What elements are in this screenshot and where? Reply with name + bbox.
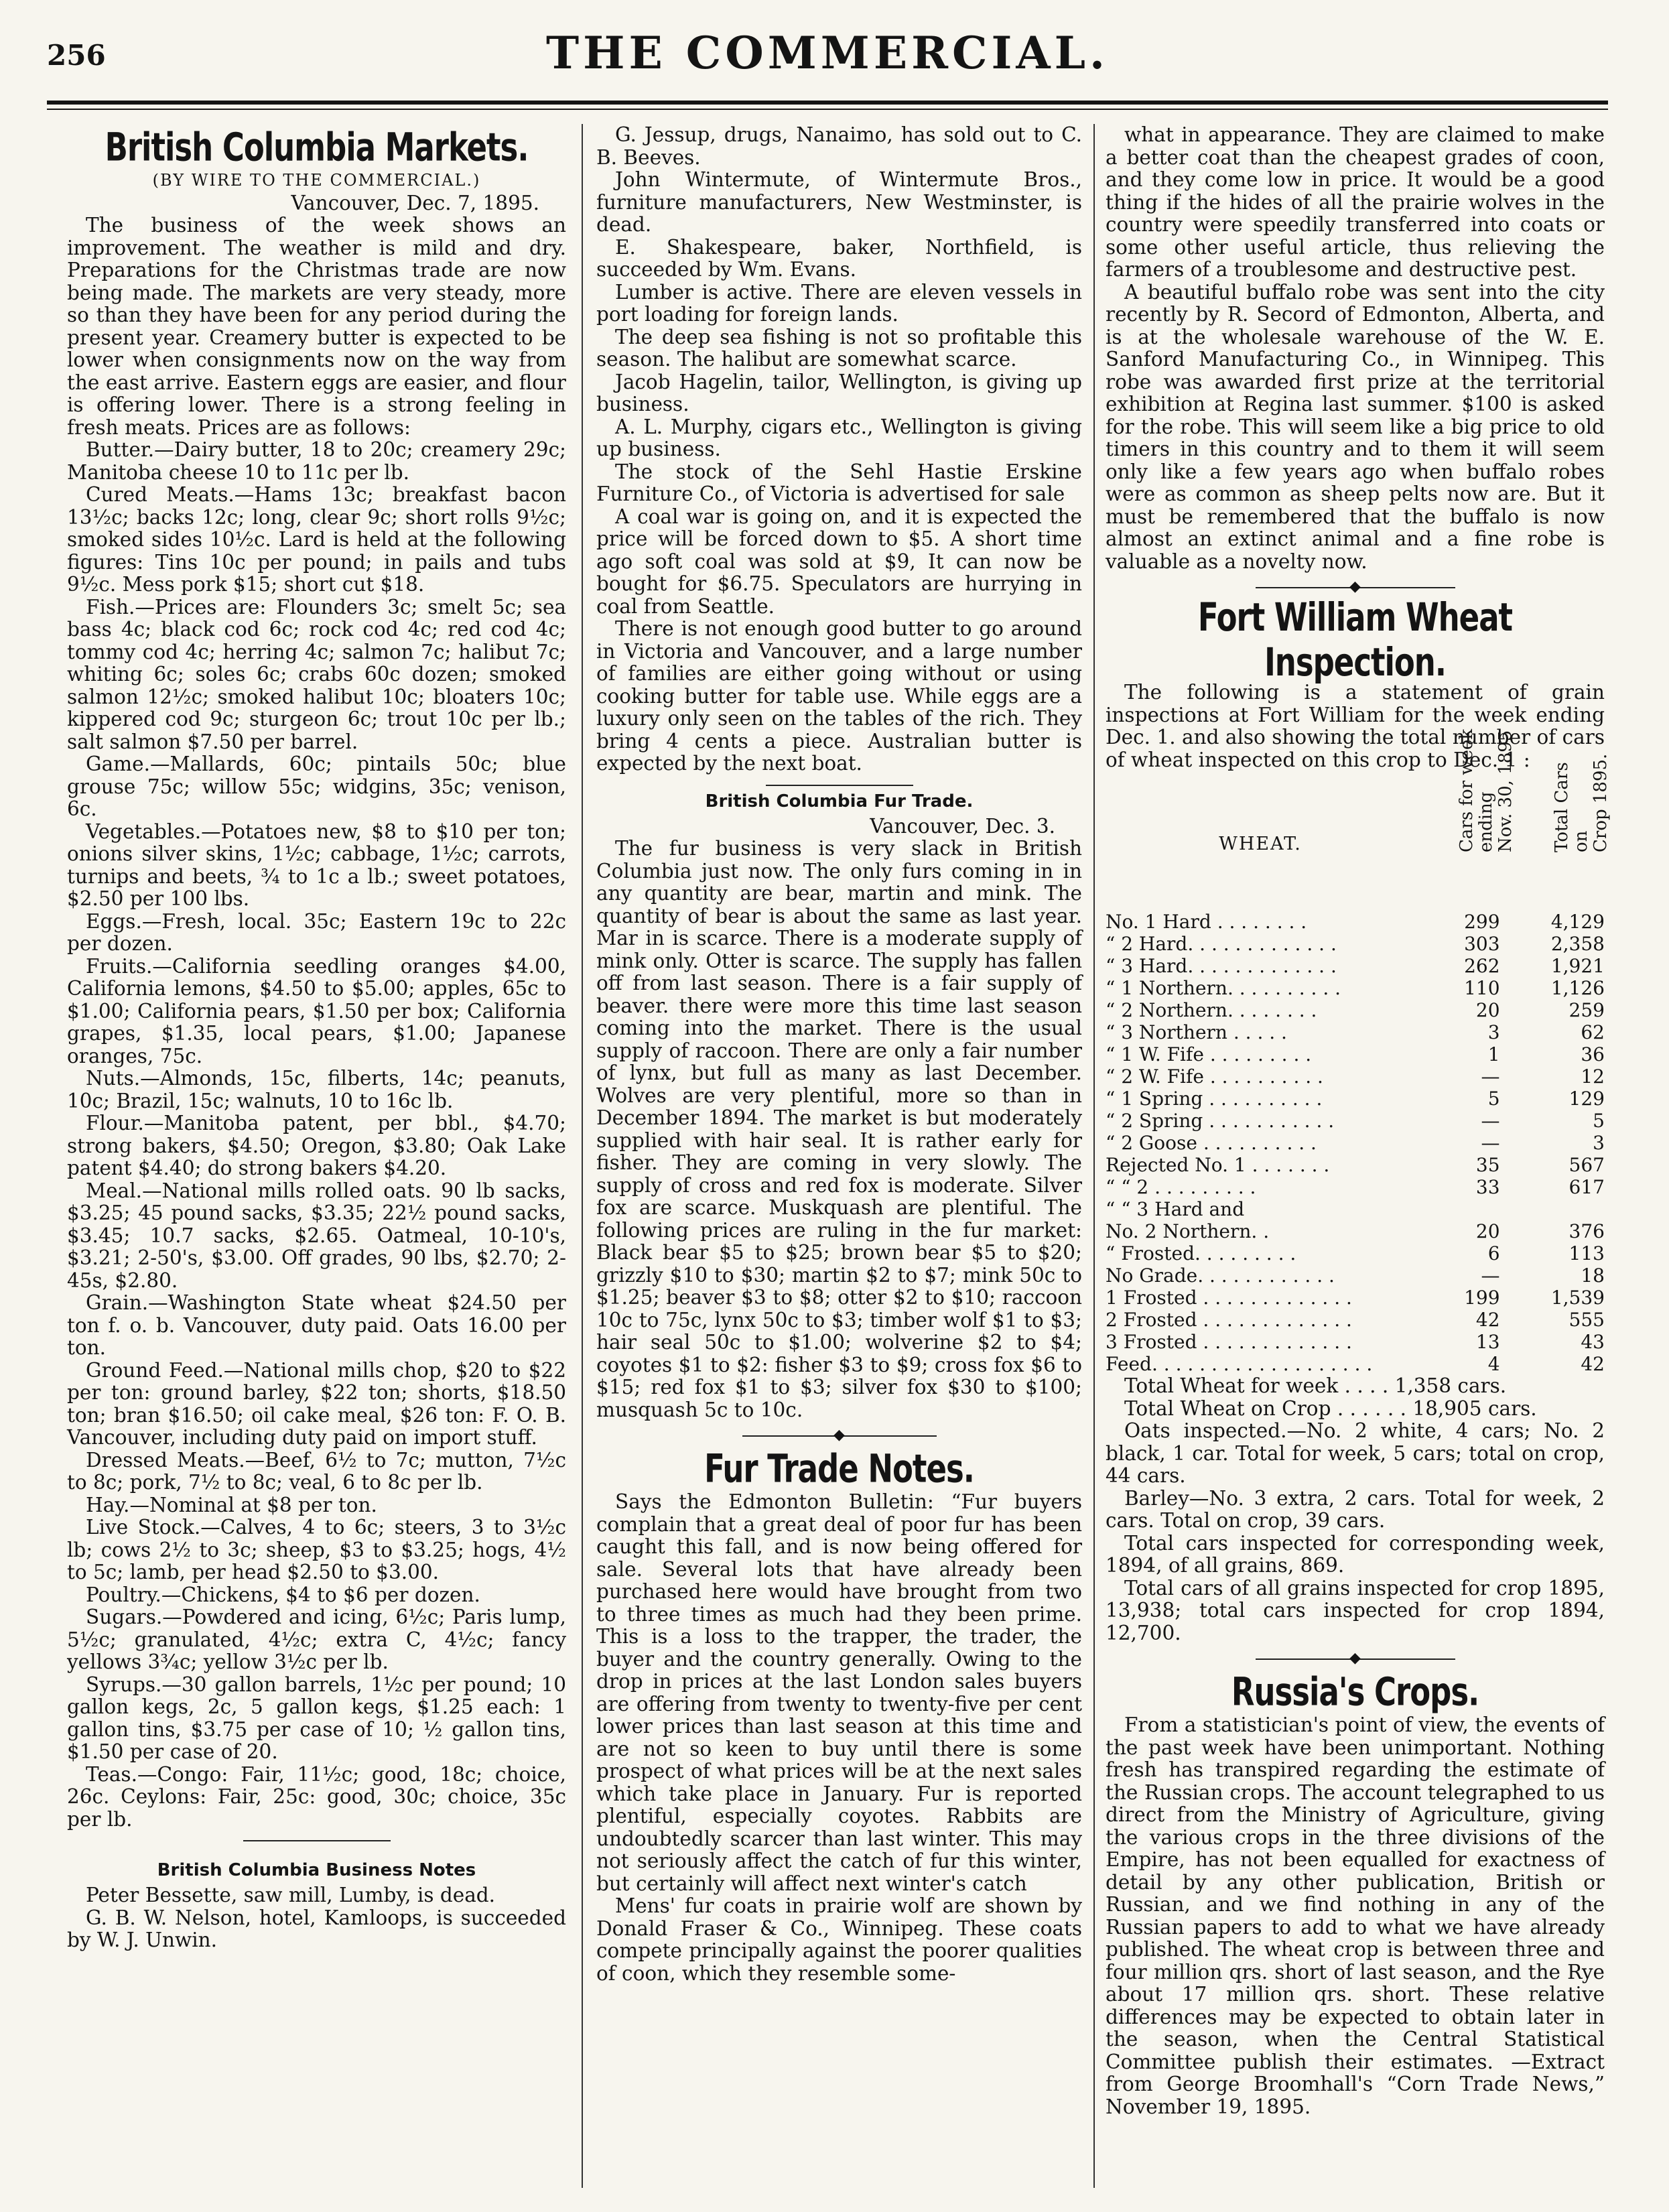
total-cars-cell: 129 [1568, 1088, 1605, 1110]
table-row [1106, 1242, 1605, 1264]
grade-cell: “ 3 Hard. . . . . . . . . . . . . [1106, 955, 1337, 977]
column-2 [596, 124, 1082, 2188]
section-heading-business-notes: British Columbia Business Notes [157, 1860, 476, 1880]
week-cars-cell: 5 [1487, 1088, 1500, 1110]
business-note: Lumber is active. There are eleven vessels in port loading for foreign lands. [596, 280, 1082, 326]
newspaper-title: THE COMMERCIAL. [545, 27, 1110, 79]
total-cars-cell: 1,539 [1550, 1287, 1605, 1309]
table-row [1106, 911, 1605, 933]
week-cars-cell: 20 [1475, 999, 1500, 1021]
total-line: Total Wheat on Crop . . . . . . 18,905 cars. [1124, 1396, 1537, 1420]
total-cars-cell: 5 [1593, 1110, 1605, 1132]
week-cars-cell: — [1481, 1132, 1500, 1154]
paragraph: Eggs.—Fresh, local. 35c; Eastern 19c to 22c per dozen. [67, 909, 566, 955]
paragraph: Fish.—Prices are: Flounders 3c; smelt 5c; sea bass 4c; black cod 6c; rock cod 4c; red cod 4c; tommy cod 4c; herring 4c; salmon 7c; halibut 7c; whiting 6c; soles 6c; crabs 60c dozen; smoked salmon 12½c; smoked halibut 10c; bloaters 10c; kippered cod 9c; sturgeon 6c; trout 10c per lb.; salt salmon $7.50 per barrel. [67, 595, 566, 753]
week-cars-cell: 6 [1487, 1242, 1500, 1264]
russia-crops-body: From a statistician's point of view, the events of the past week have been unimportant. Nothing fresh has transpired regarding the estimate of the Russian crops. The account telegraphed to us direct from the Ministry of Agriculture, giving the various crops in the three divisions of the Empire, has not been equalled for exactness of detail by any other publication, British or Russian, and we find nothing in any of the Russian papers to add to what we have already published. The wheat crop is between three and four million qrs. short of last season, and the Rye about 17 million qrs. short. These relative differences may be expected to obtain later in the season, when the Central Statistical Committee publish their estimates. —Extract from George Broomhall's “Corn Trade News,” November 19, 1895. [1106, 1713, 1605, 2118]
table-row [1106, 1264, 1605, 1287]
table-row [1106, 977, 1605, 999]
paragraph: Live Stock.—Calves, 4 to 6c; steers, 3 to 3½c lb; cows 2½ to 3c; sheep, $3 to $3.25; hogs, 4½ to 5c; lamb, per head $2.50 to $3.00. [67, 1516, 566, 1583]
business-note: A. L. Murphy, cigars etc., Wellington is giving up business. [596, 415, 1082, 460]
week-cars-cell: 1 [1487, 1043, 1500, 1065]
paragraph: Butter.—Dairy butter, 18 to 20c; creamery 29c; Manitoba cheese 10 to 11c per lb. [67, 438, 566, 484]
paragraph: Dressed Meats.—Beef, 6½ to 7c; mutton, 7½c to 8c; pork, 7½ to 8c; veal, 6 to 8c per lb. [67, 1448, 566, 1494]
wheat-intro: The following is a statement of grain inspections at Fort William for the week ending Dec. 1. and also showing the total number of cars of wheat inspected on this crop to Dec. 1 : [1106, 681, 1605, 771]
paragraph: Poultry.—Chickens, $4 to $6 per dozen. [86, 1583, 480, 1606]
wheat-inspection-table [1106, 728, 1611, 1375]
grade-cell: “ 1 Spring . . . . . . . . . . [1106, 1088, 1323, 1110]
table-row [1106, 1176, 1605, 1198]
business-note: There is not enough good butter to go around in Victoria and Vancouver, and a large number of families are either going without or using cooking butter for table use. While eggs are a luxury only seen on the tables of the rich. They bring 4 cents a piece. Australian butter is expected by the next boat. [596, 617, 1082, 775]
week-cars-cell: 3 [1487, 1021, 1500, 1043]
week-cars-cell: 13 [1475, 1331, 1500, 1353]
article-heading-bc-markets: British Columbia Markets. [105, 125, 529, 170]
week-cars-cell [1415, 1198, 1500, 1220]
business-note: Peter Bessette, saw mill, Lumby, is dead. [86, 1884, 496, 1906]
table-row [1106, 955, 1605, 977]
ornamental-separator [1106, 1648, 1605, 1669]
table-row [1106, 1198, 1605, 1220]
total-cars-cell: 1,126 [1550, 977, 1605, 999]
total-cars-cell: 113 [1568, 1242, 1605, 1264]
paragraph: Vegetables.—Potatoes new, $8 to $10 per ton; onions silver skins, 1½c; cabbage, 1½c; carrots, turnips and beets, ¾ to 1c a lb.; sweet potatoes, $2.50 per 100 lbs. [67, 820, 566, 910]
fur-trade-report: The fur business is very slack in British Columbia just now. The only furs coming in in any quantity are bear, martin and mink. The quantity of bear is about the same as last year. Mar in is scarce. There is a moderate supply of mink only. Otter is scarce. The supply has fallen off from last season. There is a fair supply of beaver. there were more this time last season coming into the market. There is the usual supply of raccoon. There are only a fair number of lynx, but full as many as last December. Wolves are very plentiful, more so than in December 1894. The market is but moderately supplied with hair seal. It is rather early for fisher. They are coming in very slowly. The supply of cross and red fox is moderate. Silver fox are scarce. Muskquash are plentiful. The following prices are ruling in the fur market: Black bear $5 to $25; brown bear $5 to $20; grizzly $10 to $30; martin $2 to $7; mink 50c to $1.25; beaver $3 to $8; otter $2 to $10; raccoon 10c to 75c, lynx 50c to $3; timber wolf $1 to $3; hair seal 50c to $1.00; wolverine $2 to $4; coyotes $1 to $2: fisher $3 to $9; cross fox $6 to $15; red fox $1 to $3; silver fox $30 to $100; musquash 5c to 10c. [596, 837, 1082, 1421]
total-cars-cell: 3 [1593, 1132, 1605, 1154]
article-subhead: (BY WIRE TO THE COMMERCIAL.) [152, 171, 481, 190]
section-rule [243, 1840, 391, 1841]
table-row [1106, 933, 1605, 955]
week-cars-cell: 303 [1464, 933, 1500, 955]
total-cars-cell: 18 [1581, 1264, 1605, 1287]
paragraph: A beautiful buffalo robe was sent into the city recently by R. Secord of Edmonton, Alberta, and is at the wholesale warehouse of the W. E. Sanford Manufacturing Co., in Winnipeg. This robe was awarded first prize at the territorial exhibition at Regina last summer. $100 is asked for the robe. This will seem like a big price to old timers in this country and to them it will seem only like a few years ago when buffalo robes were as common as sheep pelts now are. But it must be remembered that the buffalo is now almost an extinct animal and a fine robe is valuable as a novelty now. [1106, 280, 1605, 573]
paragraph: Oats inspected.—No. 2 white, 4 cars; No. 2 black, 1 car. Total for week, 5 cars; total on crop, 44 cars. [1106, 1419, 1605, 1487]
column-header-week: Cars for week ending Nov. 30, 1895 [1457, 728, 1516, 852]
total-cars-cell: 12 [1581, 1065, 1605, 1088]
week-cars-cell: — [1481, 1110, 1500, 1132]
week-cars-cell: 33 [1475, 1176, 1500, 1198]
grade-cell: No. 2 Northern. . [1106, 1220, 1270, 1242]
grade-cell: Feed. . . . . . . . . . . . . . . . . . . [1106, 1353, 1373, 1375]
paragraph: Barley—No. 3 extra, 2 cars. Total for week, 2 cars. Total on crop, 39 cars. [1106, 1486, 1605, 1532]
fur-notes-continued [1106, 124, 1605, 573]
total-cars-cell: 2,358 [1550, 933, 1605, 955]
paragraph: Grain.—Washington State wheat $24.50 per ton f. o. b. Vancouver, duty paid. Oats 16.00 per ton. [67, 1291, 566, 1359]
paragraph: Nuts.—Almonds, 15c, filberts, 14c; peanuts, 10c; Brazil, 15c; walnuts, 10 to 16c lb. [67, 1067, 566, 1112]
wheat-totals [1106, 1375, 1605, 1420]
paragraph: Sugars.—Powdered and icing, 6½c; Paris lump, 5½c; granulated, 4½c; extra C, 4½c; fancy yellows 3¾c; yellow 3½c per lb. [67, 1606, 566, 1673]
business-note: E. Shakespeare, baker, Northfield, is succeeded by Wm. Evans. [596, 235, 1082, 281]
business-note: John Wintermute, of Wintermute Bros., furniture manufacturers, New Westminster, is dead. [596, 168, 1082, 236]
paragraph: Cured Meats.—Hams 13c; breakfast bacon 13½c; backs 12c; long, clear 9c; short rolls 9½c; smoked sides 10½c. Lard is held at the following figures: Tins 10c per pound; in pails and tubs 9½c. Mess pork $15; short cut $18. [67, 483, 566, 596]
market-report-body [67, 214, 566, 1831]
paragraph: Total cars of all grains inspected for crop 1895, 13,938; total cars inspected for crop 1894, 12,700. [1106, 1576, 1605, 1644]
grade-cell: “ 1 Northern. . . . . . . . . . [1106, 977, 1341, 999]
article-heading-russia-crops: Russia's Crops. [1231, 1669, 1479, 1715]
table-row [1106, 1331, 1605, 1353]
week-cars-cell: 199 [1464, 1287, 1500, 1309]
grade-cell: “ 2 Hard. . . . . . . . . . . . . [1106, 933, 1337, 955]
table-header-row [1106, 777, 1605, 911]
total-cars-cell: 555 [1568, 1309, 1605, 1331]
column-header-grade: WHEAT. [1219, 833, 1302, 854]
table-row [1106, 999, 1605, 1021]
table-row [1106, 1021, 1605, 1043]
total-cars-cell: 259 [1568, 999, 1605, 1021]
total-cars-cell: 36 [1581, 1043, 1605, 1065]
grade-cell: No. 1 Hard . . . . . . . . [1106, 911, 1307, 933]
paragraph: Flour.—Manitoba patent, per bbl., $4.70; strong bakers, $4.50; Oregon, $3.80; Oak Lake patent $4.40; do strong bakers $4.20. [67, 1112, 566, 1179]
paragraph: The business of the week shows an improvement. The weather is mild and dry. Preparations for the Christmas trade are now being made. The markets are very steady, more so than they have been for any period during the present year. Creamery butter is expected to be lower when consignments now on the way from the east arrive. Eastern eggs are easier, and flour is offering lower. There is a strong feeling in fresh meats. Prices are as follows: [67, 214, 566, 439]
section-heading-fur-trade: British Columbia Fur Trade. [705, 791, 974, 811]
week-cars-cell: 262 [1464, 955, 1500, 977]
paragraph: Hay.—Nominal at $8 per ton. [86, 1493, 377, 1516]
business-notes-continued [596, 124, 1082, 775]
week-cars-cell: 42 [1475, 1309, 1500, 1331]
total-cars-cell: 1,921 [1550, 955, 1605, 977]
table-row [1106, 1132, 1605, 1154]
grade-cell: “ “ 3 Hard and [1106, 1198, 1245, 1220]
business-note: The deep sea fishing is not so profitable this season. The halibut are somewhat scarce. [596, 325, 1082, 371]
total-cars-cell [1500, 1198, 1605, 1220]
grade-cell: “ 3 Northern . . . . . [1106, 1021, 1287, 1043]
paragraph: Total cars inspected for corresponding week, 1894, of all grains, 869. [1106, 1531, 1605, 1577]
ornamental-separator [596, 1425, 1082, 1445]
paragraph: Teas.—Congo: Fair, 11½c; good, 18c; choice, 26c. Ceylons: Fair, 25c: good, 30c; choice, 35c per lb. [67, 1762, 566, 1831]
fur-notes-body [596, 1491, 1082, 1985]
grade-cell: “ 2 W. Fife . . . . . . . . . . [1106, 1065, 1323, 1088]
paragraph: Game.—Mallards, 60c; pintails 50c; blue grouse 75c; willow 55c; widgins, 35c; venison, 6c. [67, 753, 566, 820]
paragraph: Fruits.—California seedling oranges $4.00, California lemons, $4.50 to $5.00; apples, 65c to $1.00; California pears, $1.50 per box; California grapes, $1.35, local pears, $1.00; Japanese oranges, 75c. [67, 954, 566, 1067]
page-number: 256 [47, 39, 106, 72]
column-1 [67, 124, 566, 2188]
business-note: A coal war is going on, and it is expected the price will be forced down to $5. A short time ago soft coal was sold at $9, It can now be bought for $6.75. Speculators are hurrying in coal from Seattle. [596, 505, 1082, 618]
paragraph: Syrups.—30 gallon barrels, 1½c per pound; 10 gallon kegs, 2c, 5 gallon kegs, $1.25 each: 1 gallon tins, $3.75 per case of 10; ½ gallon tins, $1.50 per case of 20. [67, 1673, 566, 1763]
total-cars-cell: 617 [1568, 1176, 1605, 1198]
article-heading-wheat-inspection: Fort William Wheat Inspection. [1197, 595, 1513, 685]
wheat-table-body [1106, 911, 1605, 1375]
paragraph: Ground Feed.—National mills chop, $20 to $22 per ton: ground barley, $22 ton; shorts, $18.50 ton; bran $16.50; oil cake meal, $26 ton: F. O. B. Vancouver, including duty paid on import stuff. [67, 1358, 566, 1449]
masthead-rule [47, 101, 1608, 105]
total-cars-cell: 376 [1568, 1220, 1605, 1242]
business-note: The stock of the Sehl Hastie Erskine Furniture Co., of Victoria is advertised for sale [596, 460, 1082, 505]
table-row [1106, 1043, 1605, 1065]
week-cars-cell: 4 [1487, 1353, 1500, 1375]
grade-cell: “ “ 2 . . . . . . . . . [1106, 1176, 1256, 1198]
column-divider [582, 124, 583, 2188]
other-grains-summary [1106, 1420, 1605, 1644]
column-header-total: Total Cars on Crop 1895. [1551, 753, 1611, 852]
paragraph: what in appearance. They are claimed to make a better coat than the cheapest grades of coon, and they come low in price. It would be a good thing if the hides of all the prairie wolves in the country were speedily transferred into coats or some other useful article, thus relieving the farmers of a troublesome and destructive pest. [1106, 123, 1605, 281]
paragraph: Mens' fur coats in prairie wolf are shown by Donald Fraser & Co., Winnipeg. These coats compete principally against the poorer qualities of coon, which they resemble some- [596, 1894, 1082, 1985]
week-cars-cell: 35 [1475, 1154, 1500, 1176]
business-note: G. B. W. Nelson, hotel, Kamloops, is succeeded by W. J. Unwin. [67, 1906, 566, 1951]
dateline: Vancouver, Dec. 7, 1895. [291, 191, 539, 214]
masthead-rule-thin [47, 109, 1608, 110]
grade-cell: 1 Frosted . . . . . . . . . . . . . [1106, 1287, 1352, 1309]
table-row [1106, 1220, 1605, 1242]
total-cars-cell: 43 [1581, 1331, 1605, 1353]
column-divider [1093, 124, 1095, 2188]
total-cars-cell: 62 [1581, 1021, 1605, 1043]
dateline: Vancouver, Dec. 3. [870, 814, 1055, 838]
article-heading-fur-notes: Fur Trade Notes. [704, 1446, 974, 1492]
week-cars-cell: 20 [1475, 1220, 1500, 1242]
grade-cell: “ Frosted. . . . . . . . . [1106, 1242, 1296, 1264]
table-row [1106, 1309, 1605, 1331]
business-note: Jacob Hagelin, tailor, Wellington, is giving up business. [596, 370, 1082, 415]
table-row [1106, 1154, 1605, 1176]
grade-cell: “ 2 Goose . . . . . . . . . . [1106, 1132, 1317, 1154]
total-cars-cell: 567 [1568, 1154, 1605, 1176]
business-note: G. Jessup, drugs, Nanaimo, has sold out to C. B. Beeves. [596, 123, 1082, 169]
grade-cell: “ 2 Northern. . . . . . . . [1106, 999, 1317, 1021]
table-row [1106, 1088, 1605, 1110]
section-rule [766, 785, 913, 786]
total-line: Total Wheat for week . . . . 1,358 cars. [1124, 1374, 1507, 1397]
grade-cell: “ 1 W. Fife . . . . . . . . . [1106, 1043, 1312, 1065]
table-row [1106, 1110, 1605, 1132]
paragraph: Says the Edmonton Bulletin: “Fur buyers complain that a great deal of poor fur has been caught this fall, and is now being offered for sale. Several lots that have already been purchased here would have brought from two to three times as much had they been prime. This is a loss to the trapper, the trader, the buyer and the country generally. Owing to the drop in prices at the last London sales buyers are offering from twenty to twenty-five per cent lower prices than last season at this time and are not so keen to buy until there is some prospect of what prices will be at the next sales which take place in January. Fur is reported plentiful, especially coyotes. Rabbits are undoubtedly scarcer than last winter. This may not seriously affect the catch of fur this winter, but certainly will affect next winter's catch [596, 1490, 1082, 1895]
grade-cell: 2 Frosted . . . . . . . . . . . . . [1106, 1309, 1352, 1331]
total-cars-cell: 42 [1581, 1353, 1605, 1375]
week-cars-cell: 299 [1464, 911, 1500, 933]
grade-cell: No Grade. . . . . . . . . . . . [1106, 1264, 1335, 1287]
table-row [1106, 1065, 1605, 1088]
paragraph: Meal.—National mills rolled oats. 90 lb sacks, $3.25; 45 pound sacks, $3.35; 22½ pound sacks, $3.45; 10.7 sacks, $2.65. Oatmeal, 10-10's, $3.21; 2-50's, $3.00. Off grades, 90 lbs, $2.70; 2-45s, $2.80. [67, 1179, 566, 1292]
business-notes-list [67, 1884, 566, 1952]
week-cars-cell: — [1481, 1264, 1500, 1287]
table-row [1106, 1287, 1605, 1309]
column-3 [1106, 123, 1611, 2188]
total-cars-cell: 4,129 [1550, 911, 1605, 933]
ornamental-separator [1106, 577, 1605, 597]
week-cars-cell: — [1481, 1065, 1500, 1088]
week-cars-cell: 110 [1464, 977, 1500, 999]
grade-cell: 3 Frosted . . . . . . . . . . . . . [1106, 1331, 1352, 1353]
grade-cell: “ 2 Spring . . . . . . . . . . . [1106, 1110, 1335, 1132]
table-row [1106, 1353, 1605, 1375]
grade-cell: Rejected No. 1 . . . . . . . [1106, 1154, 1330, 1176]
